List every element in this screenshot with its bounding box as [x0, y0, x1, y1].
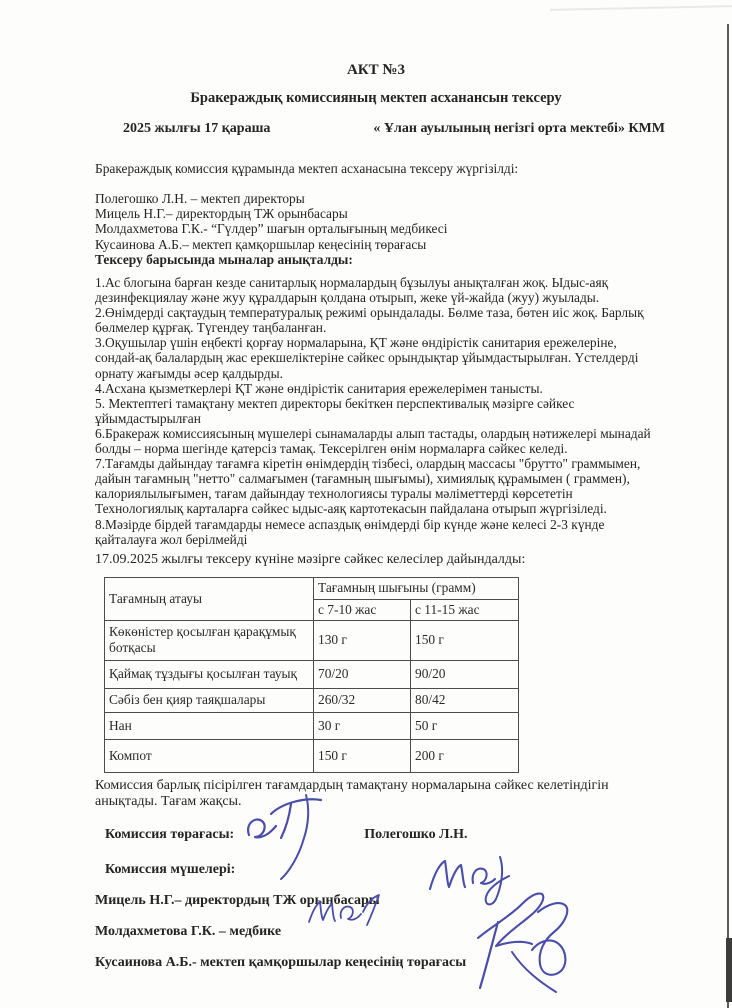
table-row	[105, 660, 519, 688]
document-title: АКТ №3	[346, 62, 406, 78]
members-label: Комиссия мүшелері:	[105, 861, 236, 877]
document-subtitle: Бракераждық комиссияның мектеп асханансын тексеру	[190, 90, 562, 106]
finding-paragraph: 8.Мәзірде бірдей тағамдарды немесе аспаздық өнімдерді бір күнде және келесі 2-3 күнде қайталауға жол берілмейді	[95, 516, 605, 547]
member-line: Молдахметова Г.К.- “Гүлдер” шағын орталығының медбикесі	[95, 221, 448, 237]
chairman-name: Полегошко Л.Н.	[364, 826, 468, 842]
dish-name-cell: Компот	[105, 739, 314, 772]
portion-cell: 200 г	[411, 739, 519, 772]
dish-output-table	[104, 577, 519, 773]
finding-paragraph: 7.Тағамды дайындау тағамға кіретін өнімдердің тізбесі, олардың массасы "брутто" граммымен, дайын тағамның "нетто" салмағымен (тағамның шығымы), химиялық құрамымен ( граммен), калориялылығымен, тағам дайындау технологиясы туралы мәліметтерді көрсететін Технологиялық карталарға сәйкес ыдыс-аяқ картотекасын пайдалана отырып жүргізіледі.	[95, 456, 641, 517]
organization-name: « Ұлан ауылының негізгі орта мектебі» КММ	[373, 121, 665, 136]
member-line: Мицель Н.Г.– директордың ТЖ орынбасары	[95, 206, 348, 222]
menu-intro-line: 17.09.2025 жылғы тексеру күніне мәзірге сәйкес келесілер дайындалды:	[95, 551, 526, 567]
table-row	[105, 620, 519, 660]
commission-members-list	[95, 191, 657, 267]
member-line: Кусаинова А.Б.– мектеп қамқоршылар кеңесінің төрағасы	[95, 236, 427, 252]
portion-cell: 70/20	[314, 660, 411, 688]
portion-cell: 150 г	[411, 620, 519, 660]
member-signature-line: Кусаинова А.Б.- мектеп қамқоршылар кеңесінің төрағасы	[95, 954, 467, 970]
dish-name-cell: Сәбіз бен қияр таяқшалары	[105, 688, 314, 712]
document-date: 2025 жылғы 17 қараша	[123, 121, 271, 136]
table-header-age-11-15: с 11-15 жас	[411, 599, 519, 620]
table-header-age-7-10: с 7-10 жас	[314, 599, 411, 620]
chairman-signature-row	[95, 827, 657, 843]
finding-paragraph: 3.Оқушылар үшін еңбекті қорғау нормаларына, ҚТ және өндірістік санитария ережелеріне, сондай-ақ балалардың жас ерекшеліктеріне сәйкес орындықтар ұйымдастырылған. Үстелдерді орнату жағымды әсер қалдырды.	[95, 335, 639, 381]
findings-heading: Тексеру барысында мыналар анықталды:	[95, 251, 353, 267]
portion-cell: 80/42	[411, 688, 519, 712]
scan-artifact-line	[550, 5, 732, 11]
dish-name-cell: Қаймақ тұздығы қосылған тауық	[105, 660, 314, 688]
portion-cell: 260/32	[314, 688, 411, 712]
scan-artifact-corner	[726, 938, 732, 1002]
finding-paragraph: 5. Мектептегі тамақтану мектеп директоры бекіткен перспективалық мәзірге сәйкес ұйымдастырылған	[95, 395, 575, 426]
table-row	[105, 739, 519, 772]
finding-paragraph: 6.Бракераж комиссиясының мүшелері сынамаларды алып тастады, олардың нәтижелері мынадай болды – норма шегінде қатерсіз тамақ. Тексерілген өнім нормаларға сәйкес келеді.	[95, 425, 651, 457]
table-row	[105, 688, 519, 712]
conclusion-paragraph: Комиссия барлық пісірілген тағамдардың тамақтану нормаларына сәйкес келетіндігін анықтады. Тағам жақсы.	[95, 777, 609, 810]
member-signature-line: Молдахметова Г.К. – медбике	[95, 923, 282, 939]
findings-section	[95, 275, 657, 547]
member-line: Полегошко Л.Н. – мектеп директоры	[95, 191, 305, 206]
intro-line: Бракераждық комиссия құрамында мектеп асханасына тексеру жүргізілді:	[95, 161, 519, 176]
dish-name-cell: Көкөністер қосылған қарақұмық ботқасы	[105, 620, 314, 660]
date-organization-row	[95, 121, 665, 137]
portion-cell: 30 г	[314, 712, 411, 739]
document-body	[95, 62, 665, 971]
table-header-output: Тағамның шығыны (грамм)	[314, 577, 519, 599]
finding-paragraph: 1.Ас блогына барған кезде санитарлық нормалардың бұзылуы анықталған жоқ. Ыдыс-аяқ дезинфекциялау және жуу құралдарын қолдана отырып, жеке үй-жайда (жуу) жуылады.	[95, 275, 609, 306]
table-row	[105, 712, 519, 739]
portion-cell: 90/20	[411, 660, 519, 688]
portion-cell: 130 г	[314, 620, 411, 660]
dish-name-cell: Нан	[105, 712, 314, 739]
member-signature-line: Мицель Н.Г.– директордың ТЖ орынбасары	[95, 892, 380, 908]
scan-artifact-right-edge	[727, 24, 729, 1008]
portion-cell: 50 г	[411, 712, 519, 739]
table-header-dish: Тағамның атауы	[105, 577, 314, 620]
finding-paragraph: 4.Асхана қызметкерлері ҚТ және өндірістік санитария ережелерімен танысты.	[95, 380, 543, 396]
finding-paragraph: 2.Өнімдерді сақтаудың температуралық режимі орындалады. Бөлме таза, бөтен иіс жоқ. Барлық бөлмелер құрғақ. Түгендеу таңбаланған.	[95, 305, 644, 336]
portion-cell: 150 г	[314, 739, 411, 772]
chairman-label: Комиссия төрағасы:	[105, 826, 235, 842]
